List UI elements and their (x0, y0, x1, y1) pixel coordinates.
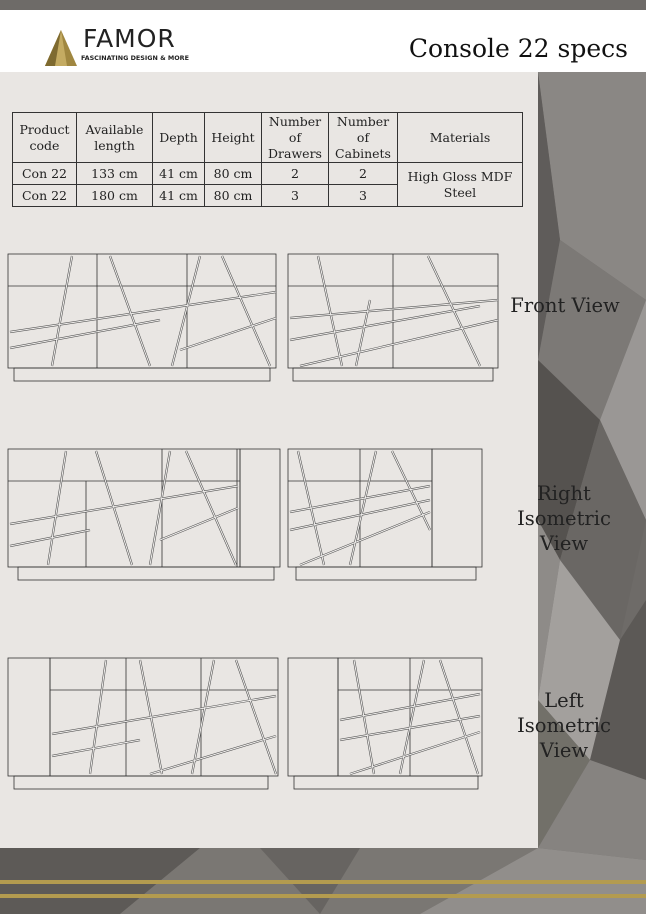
right-iso-small-drawing (288, 449, 482, 580)
left-iso-view-label (490, 688, 638, 763)
material-item: Steel (443, 184, 477, 200)
right-iso-line2: Isometric View (517, 507, 611, 555)
header-materials: Materials (398, 113, 523, 163)
cell: Con 22 (13, 185, 77, 207)
cell: 41 cm (153, 185, 205, 207)
cell: 180 cm (77, 185, 153, 207)
left-iso-large-drawing (8, 658, 278, 789)
left-iso-small-drawing (288, 658, 482, 789)
header-drawers: Number of Drawers (262, 113, 329, 163)
right-iso-view-label (490, 481, 638, 556)
brand-tagline: FASCINATING DESIGN & MORE (81, 54, 189, 62)
cell: 80 cm (205, 163, 262, 185)
page-title: Console 22 specs (408, 34, 628, 63)
front-view-large-drawing (8, 254, 276, 381)
material-item: High Gloss MDF (407, 168, 513, 184)
header-product-code: Product code (13, 113, 77, 163)
front-view-label (506, 293, 624, 318)
cell: 3 (262, 185, 329, 207)
header-cabinets: Number of Cabinets (329, 113, 398, 163)
right-iso-large-drawing (8, 449, 280, 580)
gold-stripe-bottom (0, 894, 646, 898)
gold-stripe-top (0, 880, 646, 884)
header-height: Height (205, 113, 262, 163)
left-iso-line1: Left (544, 689, 584, 712)
front-view-small-drawing (288, 254, 498, 381)
left-iso-line2: Isometric View (517, 714, 611, 762)
brand-name: FAMOR (83, 24, 176, 53)
right-iso-line1: Right (537, 482, 591, 505)
cell: Con 22 (13, 163, 77, 185)
front-view-text: Front View (510, 294, 620, 317)
cell: 80 cm (205, 185, 262, 207)
header-available-length: Available length (77, 113, 153, 163)
cell: 133 cm (77, 163, 153, 185)
cell: 2 (262, 163, 329, 185)
cell: 41 cm (153, 163, 205, 185)
cell: 2 (329, 163, 398, 185)
header-depth: Depth (153, 113, 205, 163)
cell: 3 (329, 185, 398, 207)
